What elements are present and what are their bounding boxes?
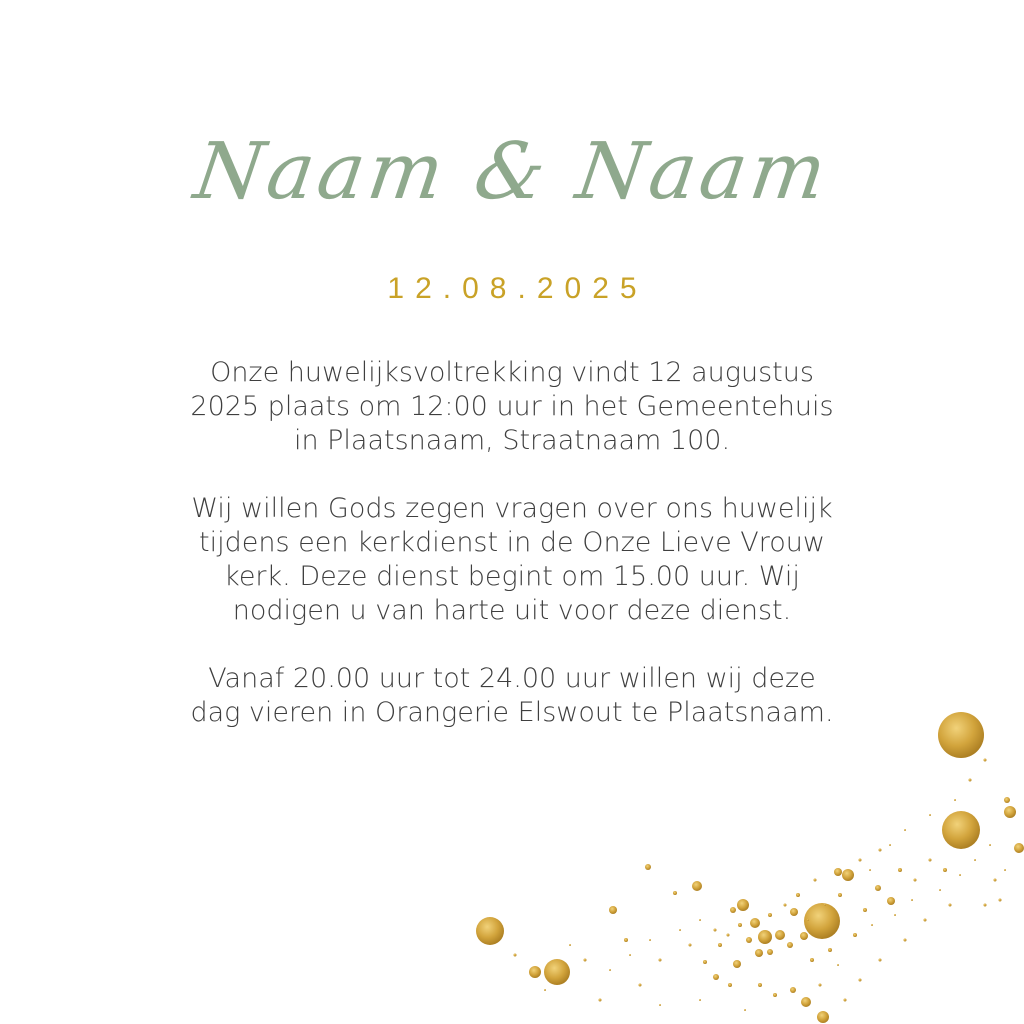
couple-names: Naam & Naam [189, 127, 836, 217]
wedding-date: 12.08.2025 [387, 272, 648, 305]
paragraph-ceremony: Onze huwelijksvoltrekking vindt 12 augustus 2025 plaats om 12:00 uur in het Gemeentehuis in Plaatsnaam, Straatnaam 100. [190, 357, 834, 456]
invitation-body [190, 356, 834, 730]
paragraph-church-service: Wij willen Gods zegen vragen over ons huwelijk tijdens een kerkdienst in de Onze Lieve Vrouw kerk. Deze dienst begint om 15.00 uur. Wij nodigen u van harte uit voor deze dienst. [191, 493, 833, 626]
paragraph-celebration: Vanaf 20.00 uur tot 24.00 uur willen wij deze dag vieren in Orangerie Elswout te Plaatsnaam. [190, 663, 834, 728]
